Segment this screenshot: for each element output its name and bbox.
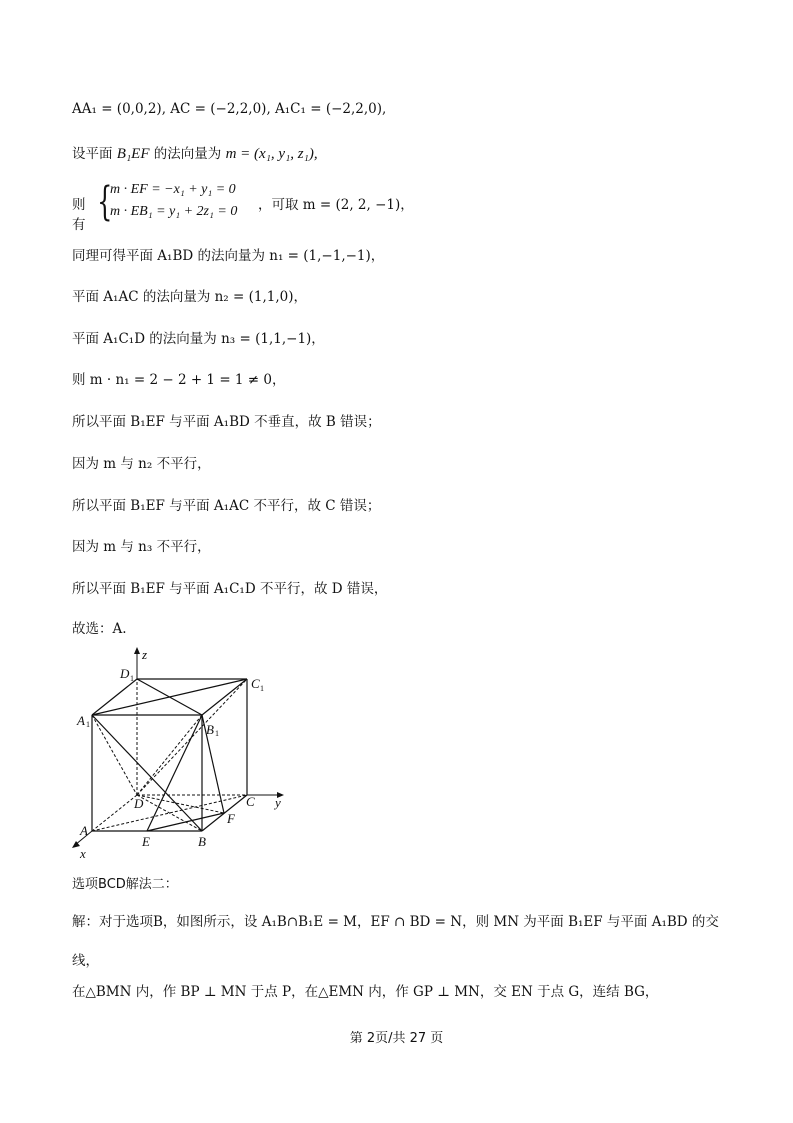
normal-n3: 平面 A₁C₁D 的法向量为 n₃ = (1,1,−1)， — [72, 331, 325, 347]
method-heading: 选项BCD解法二： — [72, 877, 178, 892]
svg-text:1: 1 — [215, 729, 219, 738]
svg-text:1: 1 — [260, 684, 264, 693]
equation-1: m · EF = −x₁ + y₁ = 0 — [110, 182, 236, 197]
label-x: x — [80, 846, 86, 861]
reason-d: 因为 m 与 n₃ 不平行， — [72, 539, 211, 555]
reason-c: 因为 m 与 n₂ 不平行， — [72, 456, 211, 472]
solution-line-2: 线， — [72, 953, 99, 969]
vector-line: AA₁ = (0,0,2), AC = (−2,2,0), A₁C₁ = (−2,2,0), — [72, 101, 387, 117]
normal-n2: 平面 A₁AC 的法向量为 n₂ = (1,1,0)， — [72, 289, 307, 305]
label-C1: C — [251, 676, 260, 691]
label-D: D — [134, 796, 144, 811]
left-brace: { — [97, 179, 113, 225]
conclusion-b: 所以平面 B₁EF 与平面 A₁BD 不垂直，故 B 错误； — [72, 414, 381, 430]
svg-text:1: 1 — [86, 720, 90, 729]
label-F: F — [227, 811, 235, 826]
svg-text:1: 1 — [130, 674, 134, 683]
label-B: B — [198, 834, 206, 849]
page-footer: 第 2页/共 27 页 — [349, 1031, 444, 1046]
label-C: C — [246, 794, 255, 809]
label-y: y — [275, 795, 281, 810]
conclusion-c: 所以平面 B₁EF 与平面 A₁AC 不平行，故 C 错误； — [72, 498, 381, 514]
normal-n1: 同理可得平面 A₁BD 的法向量为 n₁ = (1,−1,−1)， — [72, 248, 385, 264]
label-A1: A — [77, 713, 85, 728]
dot-product: 则 m · n₁ = 2 − 2 + 1 = 1 ≠ 0， — [72, 372, 286, 388]
cube-figure — [70, 645, 300, 865]
conclusion-d: 所以平面 B₁EF 与平面 A₁C₁D 不平行，故 D 错误， — [72, 581, 388, 597]
label-A: A — [80, 823, 88, 838]
label-E: E — [142, 834, 150, 849]
label-D1: D — [120, 666, 130, 681]
equation-2: m · EB₁ = y₁ + 2z₁ = 0 — [110, 204, 238, 219]
label-z: z — [142, 647, 148, 662]
choice-m: ，可取 m = (2, 2, −1)， — [258, 197, 414, 213]
solution-line-1: 解：对于选项B，如图所示，设 A₁B∩B₁E = M，EF ∩ BD = N，则 MN 为平面 B₁EF 与平面 A₁BD 的交 — [72, 914, 719, 930]
solution-line-3: 在△BMN 内，作 BP ⊥ MN 于点 P，在△EMN 内，作 GP ⊥ MN，交 EN 于点 G，连结 BG， — [72, 984, 659, 1000]
normal-vector-setup: 设平面 B₁EF 的法向量为 m = (x₁, y₁, z₁), — [72, 146, 318, 162]
answer: 故选：A. — [72, 621, 127, 637]
label-B1: B — [206, 722, 214, 737]
